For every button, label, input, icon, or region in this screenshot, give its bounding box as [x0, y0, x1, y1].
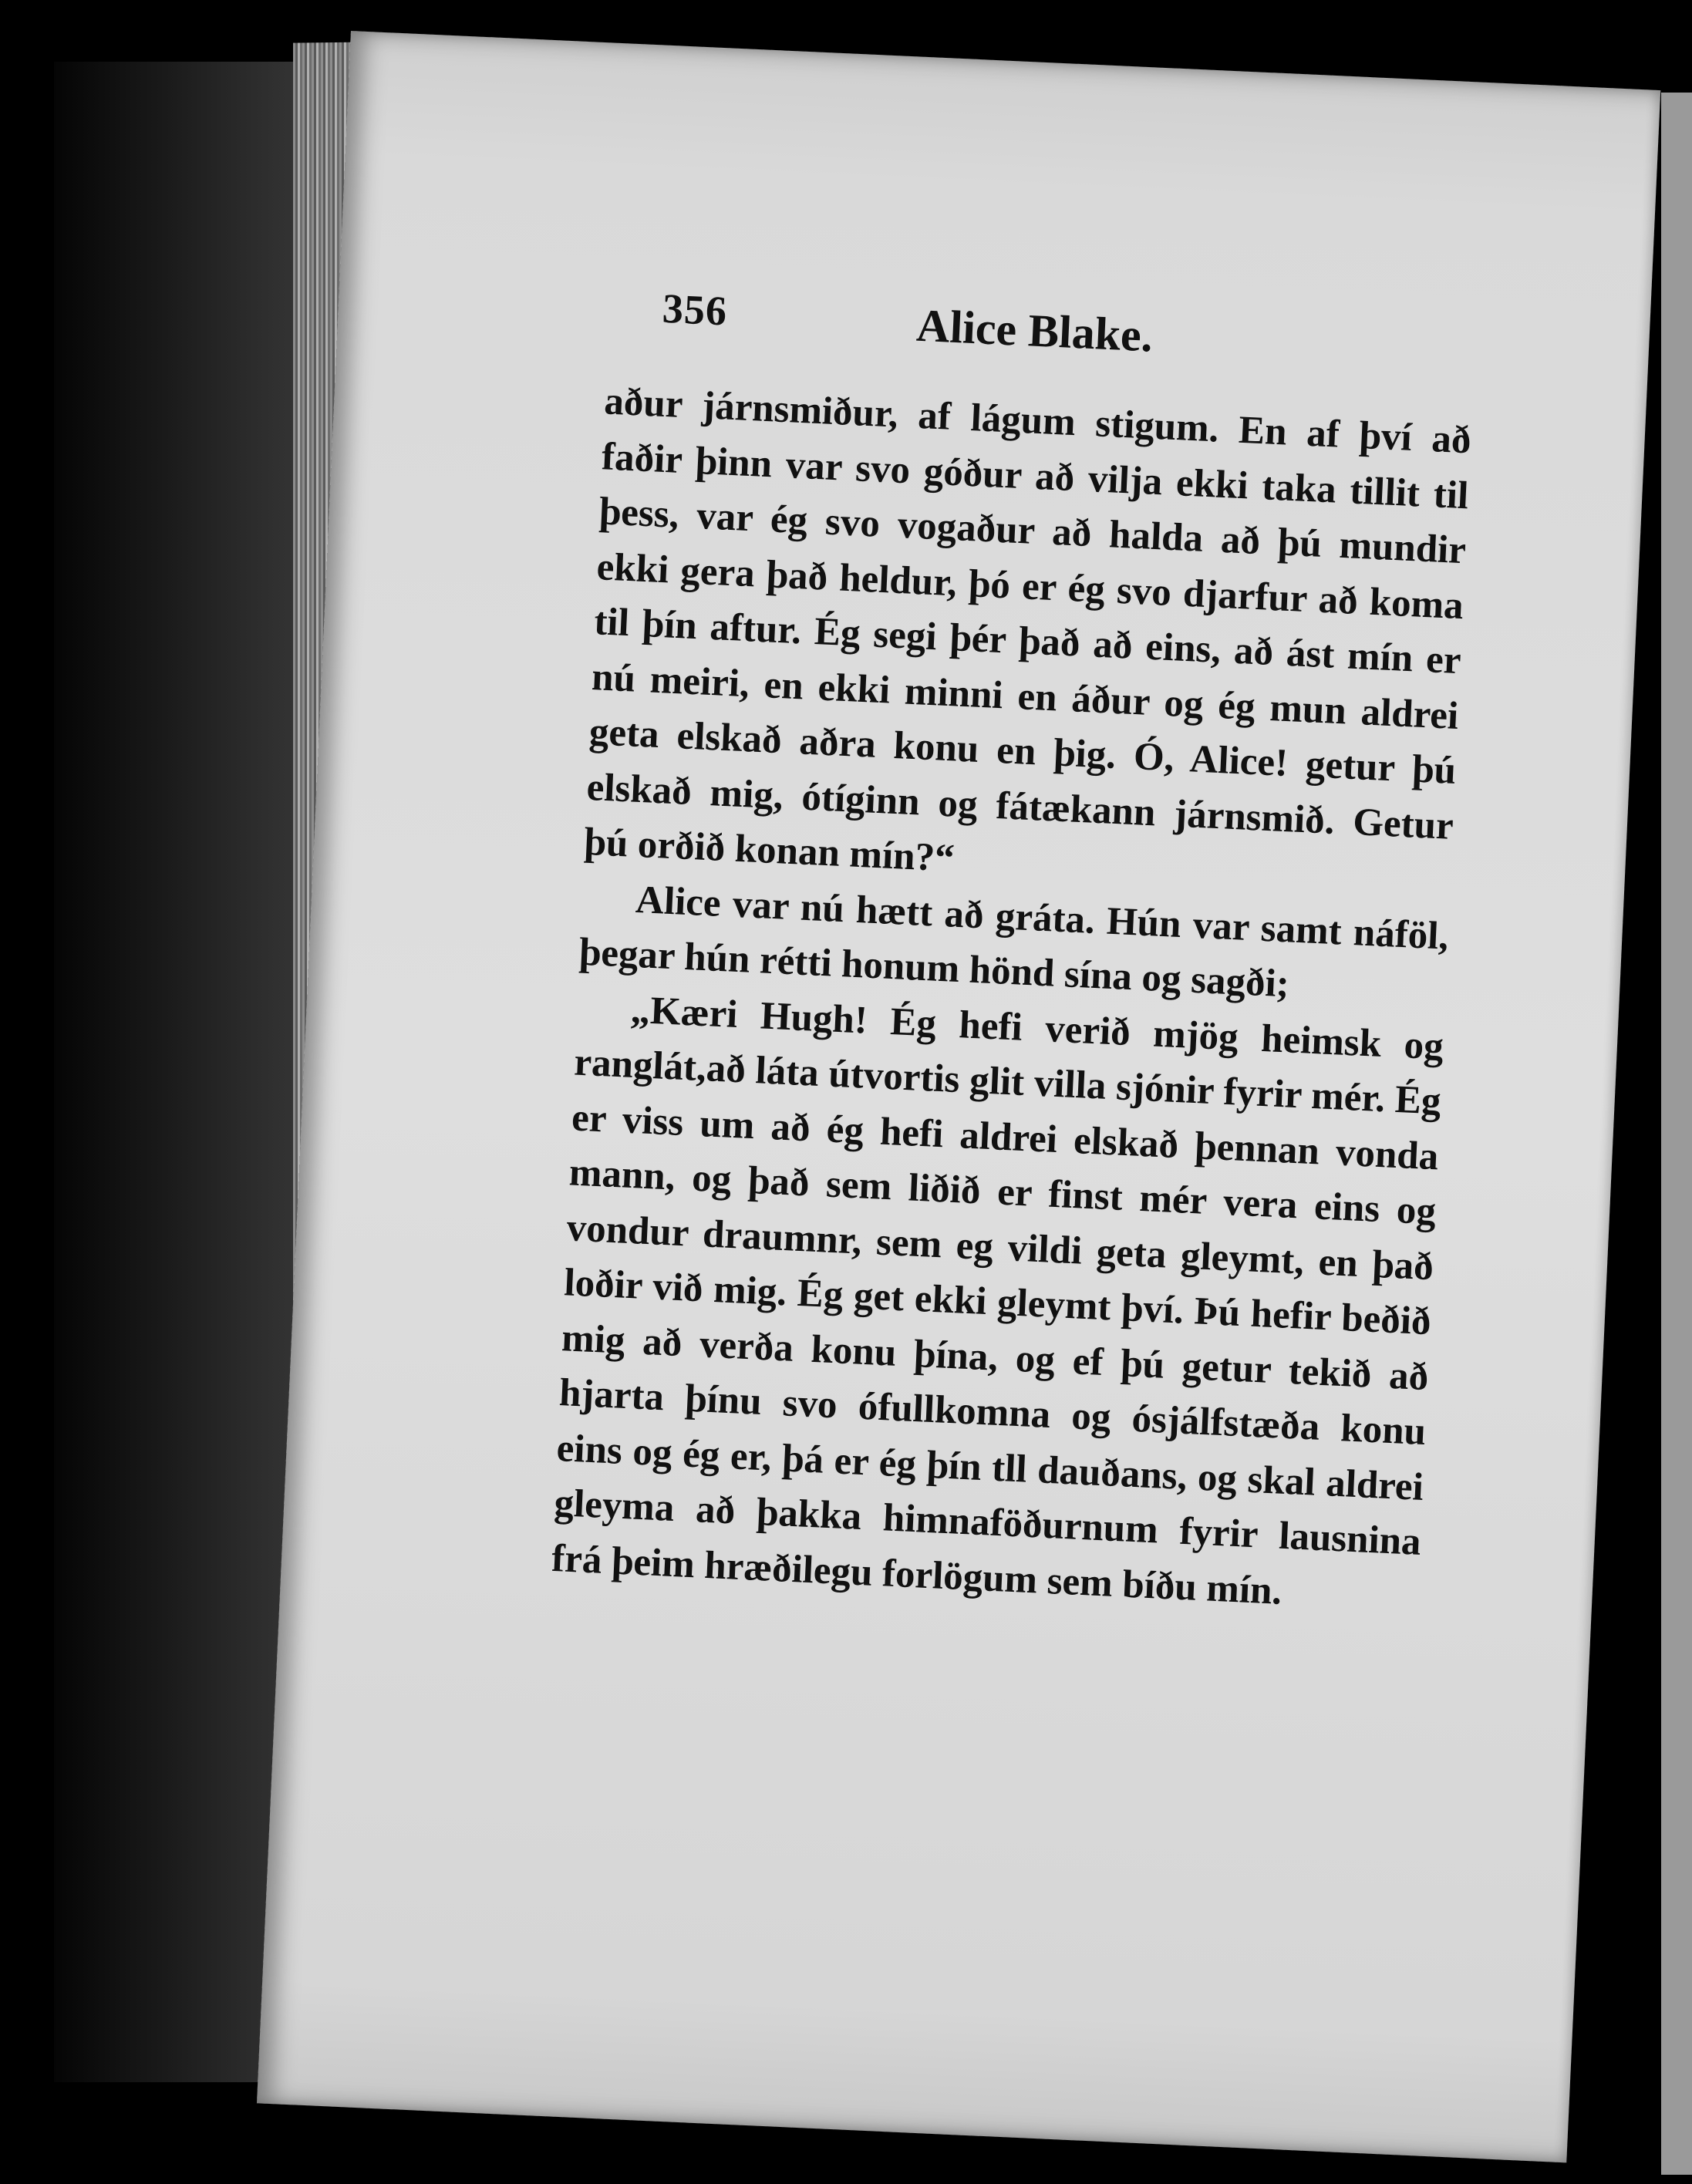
- paragraph-3: „Kæri Hugh! Ég hefi verið mjög heimsk og ranglát,að láta útvortis glit villa sjónir fyrir mér. Ég er viss um að ég hefi aldrei elskað þennan vonda mann, og það sem liðið er finst mér vera eins og vondur draumnr, sem eg vildi geta gleymt, en það loðir við mig. Ég get ekki gleymt því. Þú hefir beðið mig að verða konu þína, og ef þú getur tekið að hjarta þínu svo ófullkomna og ósjálfstæða konu eins og ég er, þá er ég þín tll dauðans, og skal aldrei gleyma að þakka himnaföðurnum fyrir lausnina frá þeim hræðilegu forlögum sem bíðu mín.: [551, 988, 1444, 1613]
- page-number: 356: [661, 285, 729, 335]
- right-page-margin: [1661, 93, 1692, 2175]
- book-page: [257, 31, 1660, 2162]
- paragraph-2: Alice var nú hætt að gráta. Hún var samt náföl, þegar hún rétti honum hönd sína og sagði;: [578, 878, 1450, 1006]
- page-body-text: [551, 374, 1472, 1625]
- running-title: Alice Blake.: [915, 299, 1154, 362]
- page-header: [661, 277, 1589, 388]
- paragraph-1: aður járnsmiður, af lágum stigum. En af því að faðir þinn var svo góður að vilja ekki taka tillit til þess, var ég svo vogaður að halda að þú mundir ekki gera það heldur, þó er ég svo djarfur að koma til þín aftur. Ég segi þér það að eins, að ást mín er nú meiri, en ekki minni en áður og ég mun aldrei geta elskað aðra konu en þig. Ó, Alice! getur þú elskað mig, ótíginn og fátækann járnsmið. Getur þú orðið konan mín?“: [583, 379, 1472, 881]
